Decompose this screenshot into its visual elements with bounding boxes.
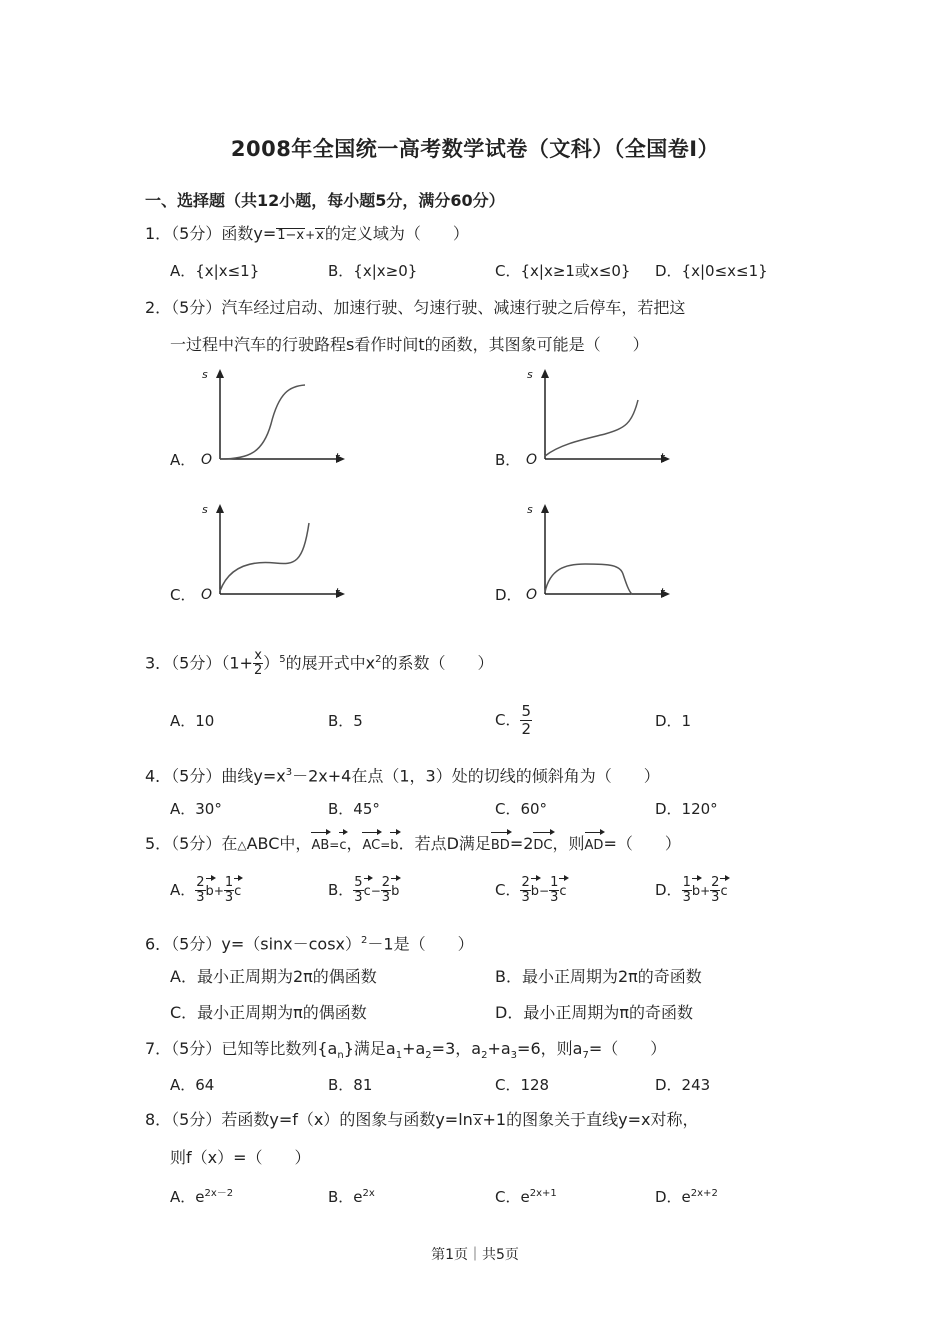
q6-text-a: 6．（5分）y=（sinx－cosx） [145, 934, 362, 954]
q8-option-c [495, 1182, 557, 1209]
q3-option-c-label: C． [495, 711, 521, 729]
q5-d-v1: b [692, 880, 700, 904]
q4-text-b: －2x+4在点（1，3）处的切线的倾斜角为（ ） [292, 766, 660, 786]
q7-t6: =6，则a [517, 1039, 583, 1058]
q5-d-n1: 1 [682, 875, 691, 890]
q5-b-v2: b [391, 880, 399, 904]
q5-option-a [170, 876, 241, 905]
question-2-line-2: 一过程中汽车的行驶路程s看作时间t的函数，其图象可能是（ ） [170, 335, 649, 354]
graph-a-axis-t: t [335, 451, 340, 465]
page-footer: 第1页｜共5页 [431, 1247, 519, 1263]
q5-option-d [655, 876, 728, 905]
exam-title: 2008年全国统一高考数学试卷（文科）（全国卷Ⅰ） [230, 137, 720, 161]
q5-c-n1: 2 [521, 875, 530, 890]
q8-option-a [170, 1182, 233, 1209]
q3-rest: 的展开式中x [285, 653, 376, 673]
graph-a-axis-s: s [202, 368, 208, 381]
q1-option-d: D．{x|0≤x≤1} [655, 262, 768, 280]
q5-d-op: + [700, 884, 711, 898]
q4-exp: 3 [285, 767, 293, 778]
q7-s6: 7 [582, 1050, 589, 1062]
vector-ac: AC [362, 834, 380, 858]
q3-option-d: D．1 [655, 712, 692, 730]
q5-c-label: C． [495, 881, 521, 899]
q8-option-b [328, 1182, 375, 1209]
q5-a-n1: 2 [196, 875, 205, 890]
graph-d-axis-t: t [660, 586, 665, 600]
graph-c-origin: O [201, 587, 213, 603]
q3-exp: 5 [279, 654, 286, 665]
q7-s1: n [337, 1050, 344, 1062]
q1-option-a: A．{x|x≤1} [170, 262, 260, 280]
graph-d-origin: O [526, 587, 538, 603]
q7-option-d: D．243 [655, 1076, 711, 1094]
q5-eq3: =2 [509, 834, 534, 853]
q5-b-op: − [370, 884, 381, 898]
q7-s4: 2 [481, 1050, 488, 1062]
graph-d-axis-s: s [527, 503, 533, 516]
question-2-line-1: 2．（5分）汽车经过启动、加速行驶、匀速行驶、减速行驶之后停车，若把这 [145, 298, 686, 317]
q5-c-frac2 [549, 876, 559, 905]
q8-rad-text: x [473, 1114, 482, 1129]
q1-option-c: C．{x|x≥1或x≤0} [495, 262, 631, 280]
section-heading: 一、选择题（共12小题，每小题5分，满分60分） [145, 191, 505, 210]
q2-option-c-label: C． [170, 586, 196, 604]
q5-b-d2: 3 [381, 890, 391, 905]
q5-d-d1: 3 [682, 890, 691, 905]
q5-c-v2: c [559, 880, 566, 904]
q5-c-op: − [539, 884, 550, 898]
q8-a-exp: 2x－2 [204, 1188, 234, 1199]
q8-option-d [655, 1182, 718, 1209]
q5-d-frac2 [710, 876, 720, 905]
q5-d-d2: 3 [711, 890, 720, 905]
q1-prefix: 1．（5分）函数y= [145, 224, 277, 243]
q3-exp2: 2 [375, 654, 382, 665]
question-7 [145, 1037, 666, 1068]
q5-t4: ，则 [552, 834, 585, 853]
q5-comma: ， [346, 834, 363, 853]
q4-option-a: A．30° [170, 800, 222, 818]
q7-s2: 1 [395, 1050, 403, 1062]
graph-c-axis-t: t [335, 586, 340, 600]
q7-option-a: A．64 [170, 1076, 215, 1094]
vector-ad: AD [585, 834, 604, 858]
q7-s3: 2 [425, 1050, 432, 1062]
graph-c-axis-s: s [202, 503, 208, 516]
q5-b-d1: 3 [354, 890, 363, 905]
q5-b-frac2 [381, 876, 391, 905]
q8-d-exp: 2x+2 [690, 1188, 718, 1199]
question-5 [145, 832, 681, 858]
q3-option-c [495, 703, 532, 738]
q2-option-b-label: B． [495, 451, 521, 469]
q8-c-base: C．e [495, 1188, 530, 1206]
q3-frac-den: 2 [253, 663, 263, 679]
q8-a-base: A．e [170, 1188, 205, 1206]
q3-suffix: ） [263, 653, 280, 673]
q5-t2: ABC中， [246, 834, 312, 853]
q5-a-d2: 3 [224, 890, 234, 905]
question-8-line-1 [145, 1108, 698, 1132]
vector-bd: BD [491, 834, 510, 858]
q5-c-d1: 3 [521, 890, 530, 905]
q5-a-n2: 1 [224, 875, 234, 890]
q5-b-label: B． [328, 881, 354, 899]
q6-exp: 2 [361, 935, 368, 946]
q7-s5: 3 [510, 1050, 518, 1062]
q6-option-c: C．最小正周期为π的偶函数 [170, 1003, 367, 1022]
q5-c-frac1 [520, 876, 530, 905]
q1-suffix: 的定义域为（ ） [324, 224, 469, 243]
q5-option-c [495, 876, 567, 905]
q7-t7: =（ ） [588, 1039, 667, 1058]
vector-b: b [390, 834, 398, 858]
q2-option-a-label: A． [170, 451, 196, 469]
q7-option-b: B．81 [328, 1076, 373, 1094]
q6-option-b: B．最小正周期为2π的奇函数 [495, 967, 702, 986]
q3-rest2: 的系数（ ） [381, 653, 494, 673]
vector-ab: AB [311, 834, 329, 858]
q2-graph-b [520, 364, 680, 469]
q8-line1-a: 8．（5分）若函数y=f（x）的图象与函数y=ln [145, 1110, 473, 1129]
q8-radical [473, 1114, 483, 1129]
vector-dc: DC [533, 834, 552, 858]
q7-t3: +a [402, 1039, 426, 1058]
q1-rad2-text: x [316, 228, 324, 243]
q3-optc-num: 5 [521, 702, 532, 720]
question-6 [145, 929, 474, 956]
q8-d-base: D．e [655, 1188, 691, 1206]
q5-a-op: + [213, 884, 224, 898]
q3-optc-den: 2 [521, 720, 532, 738]
q4-option-b: B．45° [328, 800, 380, 818]
triangle-icon: △ [237, 838, 247, 852]
q8-b-base: B．e [328, 1188, 363, 1206]
question-1 [145, 222, 469, 247]
q5-eq1: = [329, 838, 340, 852]
q3-fraction [253, 649, 263, 678]
q5-a-frac2 [224, 876, 234, 905]
q3-prefix: 3．（5分）（1+ [145, 653, 253, 673]
q6-text-b: －1是（ ） [367, 934, 474, 954]
q4-text-a: 4．（5分）曲线y=x [145, 766, 286, 786]
q5-c-n2: 1 [550, 875, 559, 890]
q5-d-v2: c [720, 880, 727, 904]
vector-c: c [339, 834, 346, 858]
q4-option-d: D．120° [655, 800, 718, 818]
q7-option-c: C．128 [495, 1076, 550, 1094]
q5-a-frac1 [195, 876, 205, 905]
q8-b-exp: 2x [362, 1188, 375, 1199]
q8-line1-b: +1的图象关于直线y=x对称， [482, 1110, 699, 1129]
q5-d-label: D． [655, 881, 682, 899]
q2-graph-a [195, 364, 355, 469]
q5-a-label: A． [170, 881, 196, 899]
q3-frac-num: x [254, 648, 262, 664]
q7-t5: +a [487, 1039, 511, 1058]
q5-a-d1: 3 [196, 890, 205, 905]
q1-option-b: B．{x|x≥0} [328, 262, 418, 280]
q3-option-b: B．5 [328, 712, 363, 730]
q1-rad1-text: 1−x [277, 228, 305, 243]
graph-b-axis-t: t [660, 451, 665, 465]
q5-t3: ．若点D满足 [398, 834, 491, 853]
q8-c-exp: 2x+1 [529, 1188, 557, 1199]
q1-plus: + [305, 228, 316, 242]
q7-t2: }满足a [343, 1039, 396, 1058]
q4-option-c: C．60° [495, 800, 548, 818]
q3-option-c-fraction [520, 703, 532, 738]
q5-t5: =（ ） [603, 834, 681, 853]
q2-option-d-label: D． [495, 586, 522, 604]
q1-radical-2 [315, 228, 325, 243]
q5-b-v1: c [364, 880, 371, 904]
q5-b-n2: 2 [381, 875, 391, 890]
q1-radical-1 [276, 228, 305, 243]
q6-option-d: D．最小正周期为π的奇函数 [495, 1003, 693, 1022]
q7-t1: 7．（5分）已知等比数列{a [145, 1039, 338, 1058]
q5-d-frac1 [682, 876, 692, 905]
question-8-line-2: 则f（x）=（ ） [170, 1148, 311, 1167]
q7-t4: =3，a [431, 1039, 482, 1058]
question-4 [145, 761, 660, 788]
q5-a-v1: b [206, 880, 214, 904]
q5-b-n1: 5 [354, 875, 363, 890]
q5-t1: 5．（5分）在 [145, 834, 238, 853]
q5-a-v2: c [234, 880, 241, 904]
q5-option-b [328, 876, 399, 905]
graph-b-origin: O [526, 452, 538, 468]
graph-a-origin: O [201, 452, 213, 468]
question-3 [145, 648, 494, 678]
q2-graph-d [520, 499, 680, 604]
q6-option-a: A．最小正周期为2π的偶函数 [170, 967, 377, 986]
q5-d-n2: 2 [711, 875, 720, 890]
q5-b-frac1 [353, 876, 363, 905]
q5-c-d2: 3 [550, 890, 559, 905]
q5-eq2: = [380, 838, 391, 852]
graph-b-axis-s: s [527, 368, 533, 381]
q5-c-v1: b [531, 880, 539, 904]
q2-graph-c [195, 499, 355, 604]
q3-option-a: A．10 [170, 712, 215, 730]
